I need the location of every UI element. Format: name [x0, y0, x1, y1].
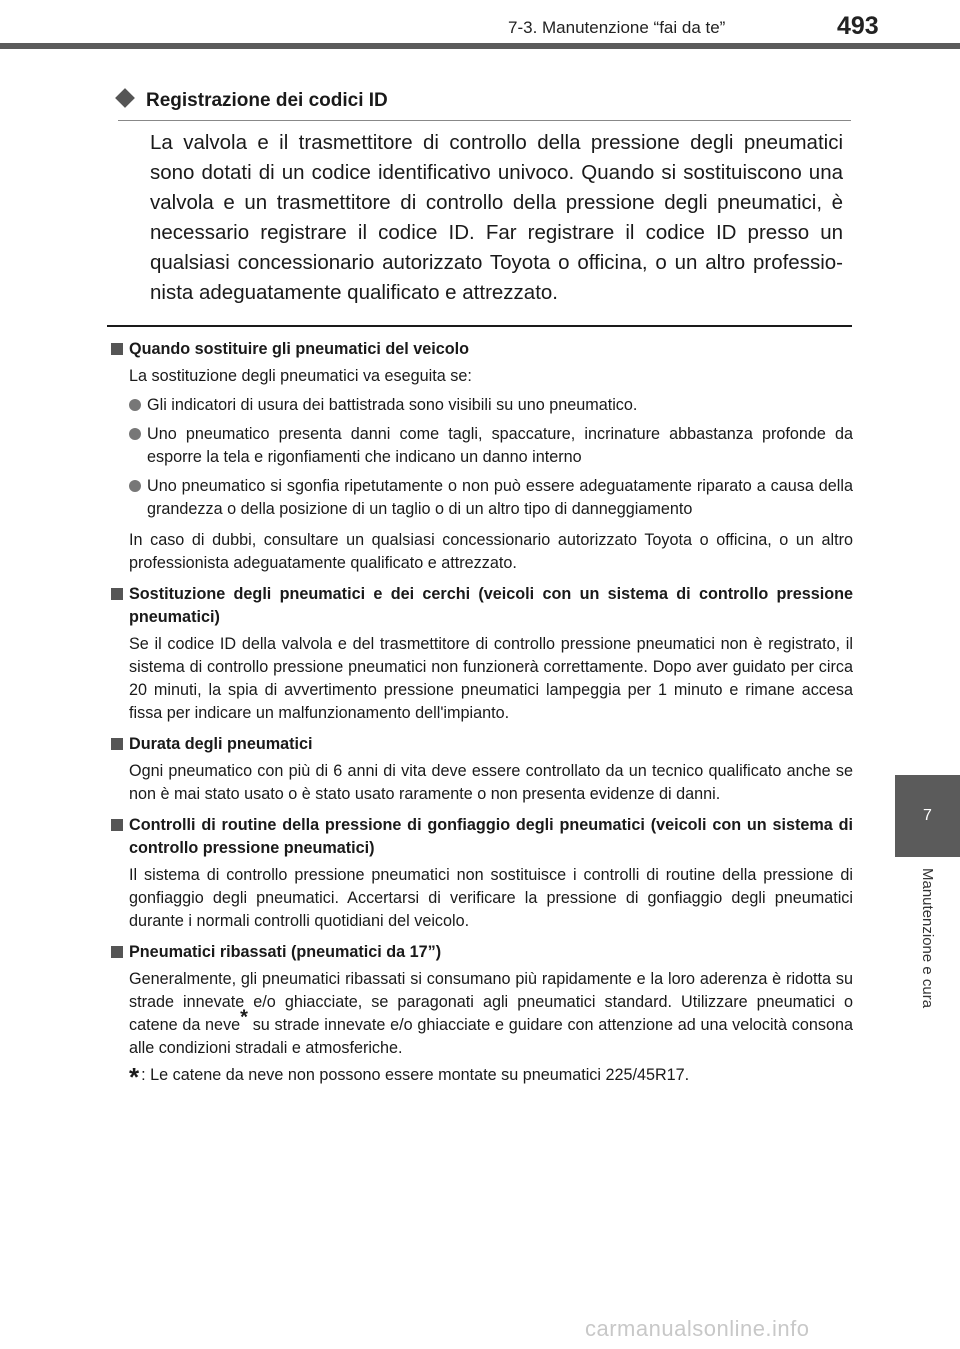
square-bullet-icon	[111, 819, 123, 831]
footnote-marker: *	[129, 1062, 140, 1092]
circle-bullet-icon	[129, 428, 141, 440]
note-list	[129, 394, 853, 521]
note-body	[129, 968, 853, 1060]
note-body: Il sistema di controllo pressione pneumatici non sostituisce i controlli di routine della pressione di gonfiaggio degli pneumatici. Accertarsi di verificare la pressione di gonfiaggio degli pneumatici durante i normali controlli quotidiani del veicolo.	[129, 866, 853, 930]
box-title-divider	[118, 120, 851, 121]
note-heading-text: Durata degli pneumatici	[129, 735, 313, 753]
diamond-bullet-icon	[115, 88, 135, 108]
square-bullet-icon	[111, 343, 123, 355]
note-routine-pressure-checks	[107, 814, 853, 933]
list-item	[129, 423, 853, 469]
header-section-title: 7-3. Manutenzione “fai da te”	[508, 18, 726, 37]
square-bullet-icon	[111, 946, 123, 958]
page-number: 493	[837, 12, 879, 40]
note-heading-text: Sostituzione degli pneumatici e dei cerchi (veicoli con un sistema di controllo pressione pneumatici)	[129, 585, 853, 626]
box-section-title: Registrazione dei codici ID	[146, 90, 388, 111]
note-low-profile-tires	[107, 941, 853, 1092]
note-heading	[107, 941, 853, 964]
chapter-tab-title	[897, 868, 957, 1058]
note-heading	[107, 583, 853, 629]
note-heading-text: Quando sostituire gli pneumatici del veicolo	[129, 340, 469, 358]
box-section-body: La valvola e il trasmettitore di controllo della pressione degli pneumatici sono dotati di un codice identificativo univoco. Quando si sostituiscono una valvola e un trasmettitore di controllo della pressione degli pneumatici, è necessario registrare il codice ID. Far registrare il codice ID presso un qualsiasi concessionario autorizzato Toyota o officina, o un altro professionista adeguatamente qualificato e attrezzato.	[150, 131, 843, 304]
note-body-text: su strade innevate e/o ghiacciate e guidare con attenzione ad una velocità consona alle condizioni stradali e atmosferiche.	[129, 1016, 853, 1057]
box-section-divider	[107, 325, 852, 327]
note-tire-wheel-replacement	[107, 583, 853, 725]
footnote-text: : Le catene da neve non possono essere montate su pneumatici 225/45R17.	[141, 1066, 690, 1084]
circle-bullet-icon	[129, 480, 141, 492]
note-body: Ogni pneumatico con più di 6 anni di vita deve essere controllato da un tecnico qualificato anche se non è mai stato usato o è stato usato raramente o non presenta evidenze di danni.	[129, 762, 853, 803]
note-body-text: Generalmente, gli pneumatici ribassati si consumano più rapidamente e la loro aderenza è ridotta su strade innevate e/o ghiacciate, se paragonati agli pneumatici standard. Utilizzare pneumatici o catene da neve	[129, 970, 853, 1034]
note-heading	[107, 338, 853, 361]
list-item-text: Uno pneumatico presenta danni come tagli, spaccature, incrinature abbastanza profonde da esporre la tela e rigonfiamenti che indicano un danno interno	[147, 425, 853, 466]
footnote-reference: *	[240, 1006, 248, 1029]
square-bullet-icon	[111, 738, 123, 750]
watermark: carmanualsonline.info	[585, 1316, 810, 1341]
note-outro: In caso di dubbi, consultare un qualsiasi concessionario autorizzato Toyota o officina, o un altro professionista adeguatamente qualificato e attrezzato.	[129, 531, 853, 572]
chapter-tab-title-text: Manutenzione e cura	[919, 868, 936, 1009]
list-item-text: Gli indicatori di usura dei battistrada sono visibili su uno pneumatico.	[147, 396, 638, 414]
list-item-text: Uno pneumatico si sgonfia ripetutamente o non può essere adeguatamente riparato a causa della grandezza o della posizione di un taglio o di un altro tipo di danneggiamento	[147, 477, 853, 518]
circle-bullet-icon	[129, 399, 141, 411]
note-body: Se il codice ID della valvola e del trasmettitore di controllo pressione pneumatici non è registrato, il sistema di controllo pressione pneumatici non funzionerà correttamente. Dopo aver guidato per circa 20 minuti, la spia di avvertimento pressione pneumatici lampeggia per 1 minuto e rimane accesa fissa per indicare un malfunzionamento dell'impianto.	[129, 635, 853, 722]
note-heading	[107, 814, 853, 860]
note-tire-lifespan	[107, 733, 853, 806]
header-rule	[0, 43, 960, 49]
note-intro: La sostituzione degli pneumatici va eseguita se:	[129, 367, 472, 385]
chapter-tab-number: 7	[895, 775, 960, 857]
note-heading-text: Controlli di routine della pressione di gonfiaggio degli pneumatici (veicoli con un sistema di controllo pressione pneumatici)	[129, 816, 853, 857]
note-heading-text: Pneumatici ribassati (pneumatici da 17”)	[129, 943, 442, 961]
notes-section	[107, 338, 853, 1092]
list-item	[129, 394, 853, 417]
note-heading	[107, 733, 853, 756]
footnote	[129, 1062, 853, 1092]
note-tire-replacement	[107, 338, 853, 575]
square-bullet-icon	[111, 588, 123, 600]
box-section-heading	[118, 90, 388, 112]
list-item	[129, 475, 853, 521]
